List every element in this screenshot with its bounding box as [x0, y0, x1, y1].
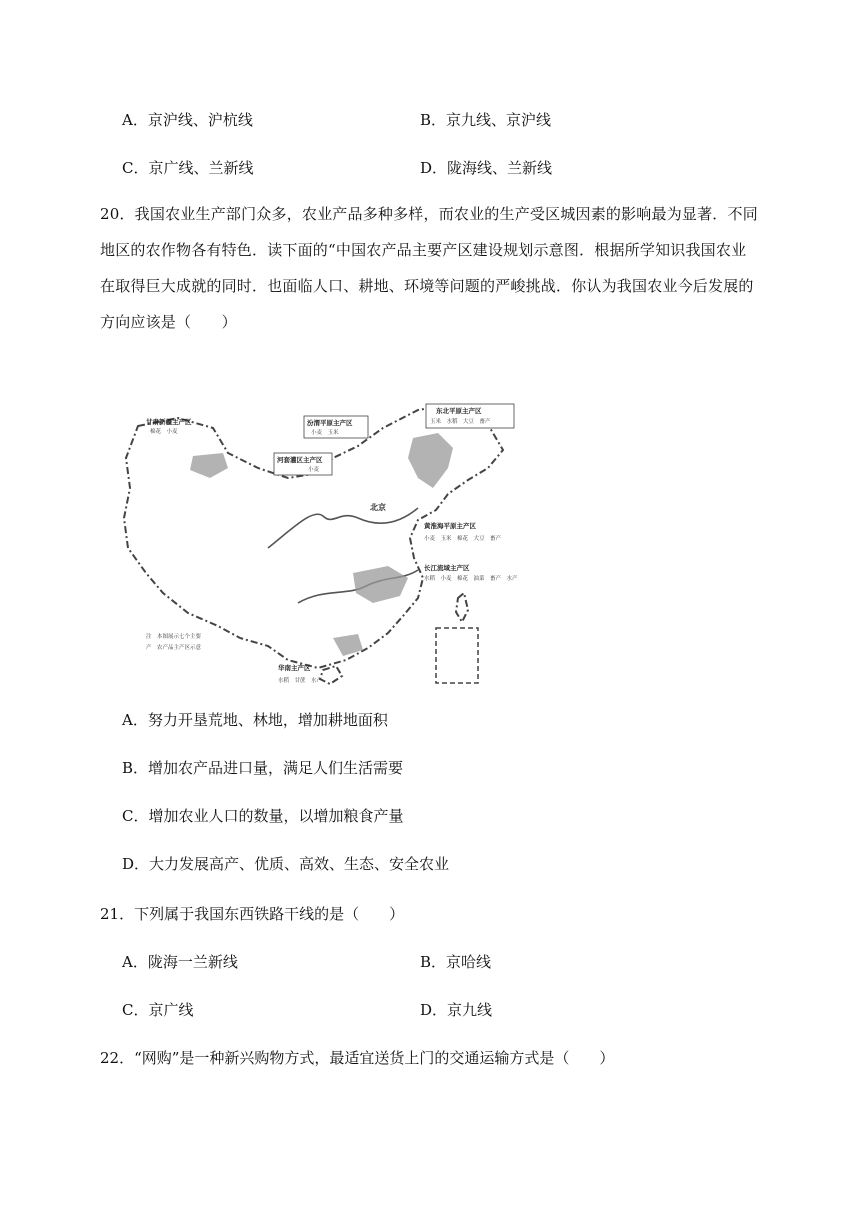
region-northeast — [426, 404, 514, 428]
svg-text:河套灌区主产区: 河套灌区主产区 — [277, 456, 323, 464]
svg-text:小麦 玉米: 小麦 玉米 — [311, 430, 339, 436]
svg-text:长江流域主产区: 长江流域主产区 — [424, 564, 470, 572]
q20-option-c: C．增加农业人口的数量，以增加粮食产量 — [122, 807, 404, 825]
map-legend — [146, 632, 202, 651]
q20-stem — [100, 196, 760, 340]
q20-option-b: B．增加农产品进口量，满足人们生活需要 — [122, 759, 404, 777]
region-yangtze — [424, 563, 518, 582]
q21-option-b: B．京哈线 — [420, 953, 492, 971]
q20-option-d: D．大力发展高产、优质、高效、生态、安全农业 — [122, 855, 450, 873]
northeast-plain-shade — [408, 433, 453, 488]
svg-text:棉花 小麦: 棉花 小麦 — [150, 429, 178, 435]
q20-stem-line-4: 方向应该是（ ） — [100, 313, 237, 331]
region-hetao — [274, 453, 332, 475]
sichuan-basin-shade — [190, 453, 228, 478]
svg-text:东北平原主产区: 东北平原主产区 — [436, 407, 482, 415]
svg-text:产 农产品主产区示意: 产 农产品主产区示意 — [146, 645, 202, 651]
q22-stem: 22．“网购”是一种新兴购物方式，最适宜送货上门的交通运输方式是（ ） — [100, 1049, 615, 1067]
q19-option-a: A．京沪线、沪杭线 — [122, 111, 253, 129]
svg-text:黄淮海平原主产区: 黄淮海平原主产区 — [424, 522, 476, 530]
taiwan-island — [456, 593, 468, 622]
q21-option-d: D．京九线 — [420, 1001, 493, 1019]
svg-text:注 本图展示七个主要: 注 本图展示七个主要 — [146, 634, 202, 640]
q21-option-c: C．京广线 — [122, 1001, 194, 1019]
yangtze-basin-shade — [353, 566, 408, 603]
south-basin-shade — [333, 634, 363, 656]
svg-text:水稻 小麦 棉花 油菜 畜产 水产: 水稻 小麦 棉花 油菜 畜产 水产 — [424, 576, 518, 582]
region-south-china — [278, 663, 323, 684]
china-map-figure — [118, 398, 518, 688]
svg-text:汾渭平原主产区: 汾渭平原主产区 — [307, 419, 353, 427]
q20-stem-line-1: 20．我国农业生产部门众多，农业产品多种多样，而农业的生产受区城因素的影响最为显著．不同 — [100, 205, 758, 223]
q20-stem-line-3: 在取得巨大成就的同时．也面临人口、耕地、环境等问题的严峻挑战．你认为我国农业今后发展的 — [100, 277, 754, 295]
south-sea-inset — [436, 628, 478, 683]
region-fenwei — [304, 416, 368, 438]
svg-text:小麦: 小麦 — [308, 467, 320, 473]
q21-option-a: A．陇海一兰新线 — [122, 953, 238, 971]
hainan-island — [320, 666, 342, 684]
yellow-river — [268, 508, 418, 548]
svg-text:小麦 玉米 棉花 大豆 畜产: 小麦 玉米 棉花 大豆 畜产 — [424, 536, 502, 542]
svg-text:水稻 甘蔗 水产: 水稻 甘蔗 水产 — [278, 678, 323, 684]
q20-option-a: A．努力开垦荒地、林地，增加耕地面积 — [122, 711, 388, 729]
q19-option-b: B．京九线、京沪线 — [420, 111, 552, 129]
q19-option-c: C．京广线、兰新线 — [122, 159, 254, 177]
region-huanghuaihai — [424, 521, 502, 542]
q21-stem: 21．下列属于我国东西铁路干线的是（ ） — [100, 905, 405, 923]
q19-option-d: D．陇海线、兰新线 — [420, 159, 553, 177]
city-beijing: 北京 — [370, 503, 386, 512]
svg-text:玉米 水稻 大豆 畜产: 玉米 水稻 大豆 畜产 — [430, 419, 491, 425]
region-gansu-xinjiang — [146, 417, 192, 435]
svg-text:华南主产区: 华南主产区 — [278, 664, 311, 672]
svg-text:甘肃新疆主产区: 甘肃新疆主产区 — [146, 418, 192, 426]
china-agriculture-map — [118, 398, 518, 688]
q20-stem-line-2: 地区的农作物各有特色．读下面的“中国农产品主要产区建设规划示意图．根据所学知识我国农业 — [100, 241, 747, 259]
